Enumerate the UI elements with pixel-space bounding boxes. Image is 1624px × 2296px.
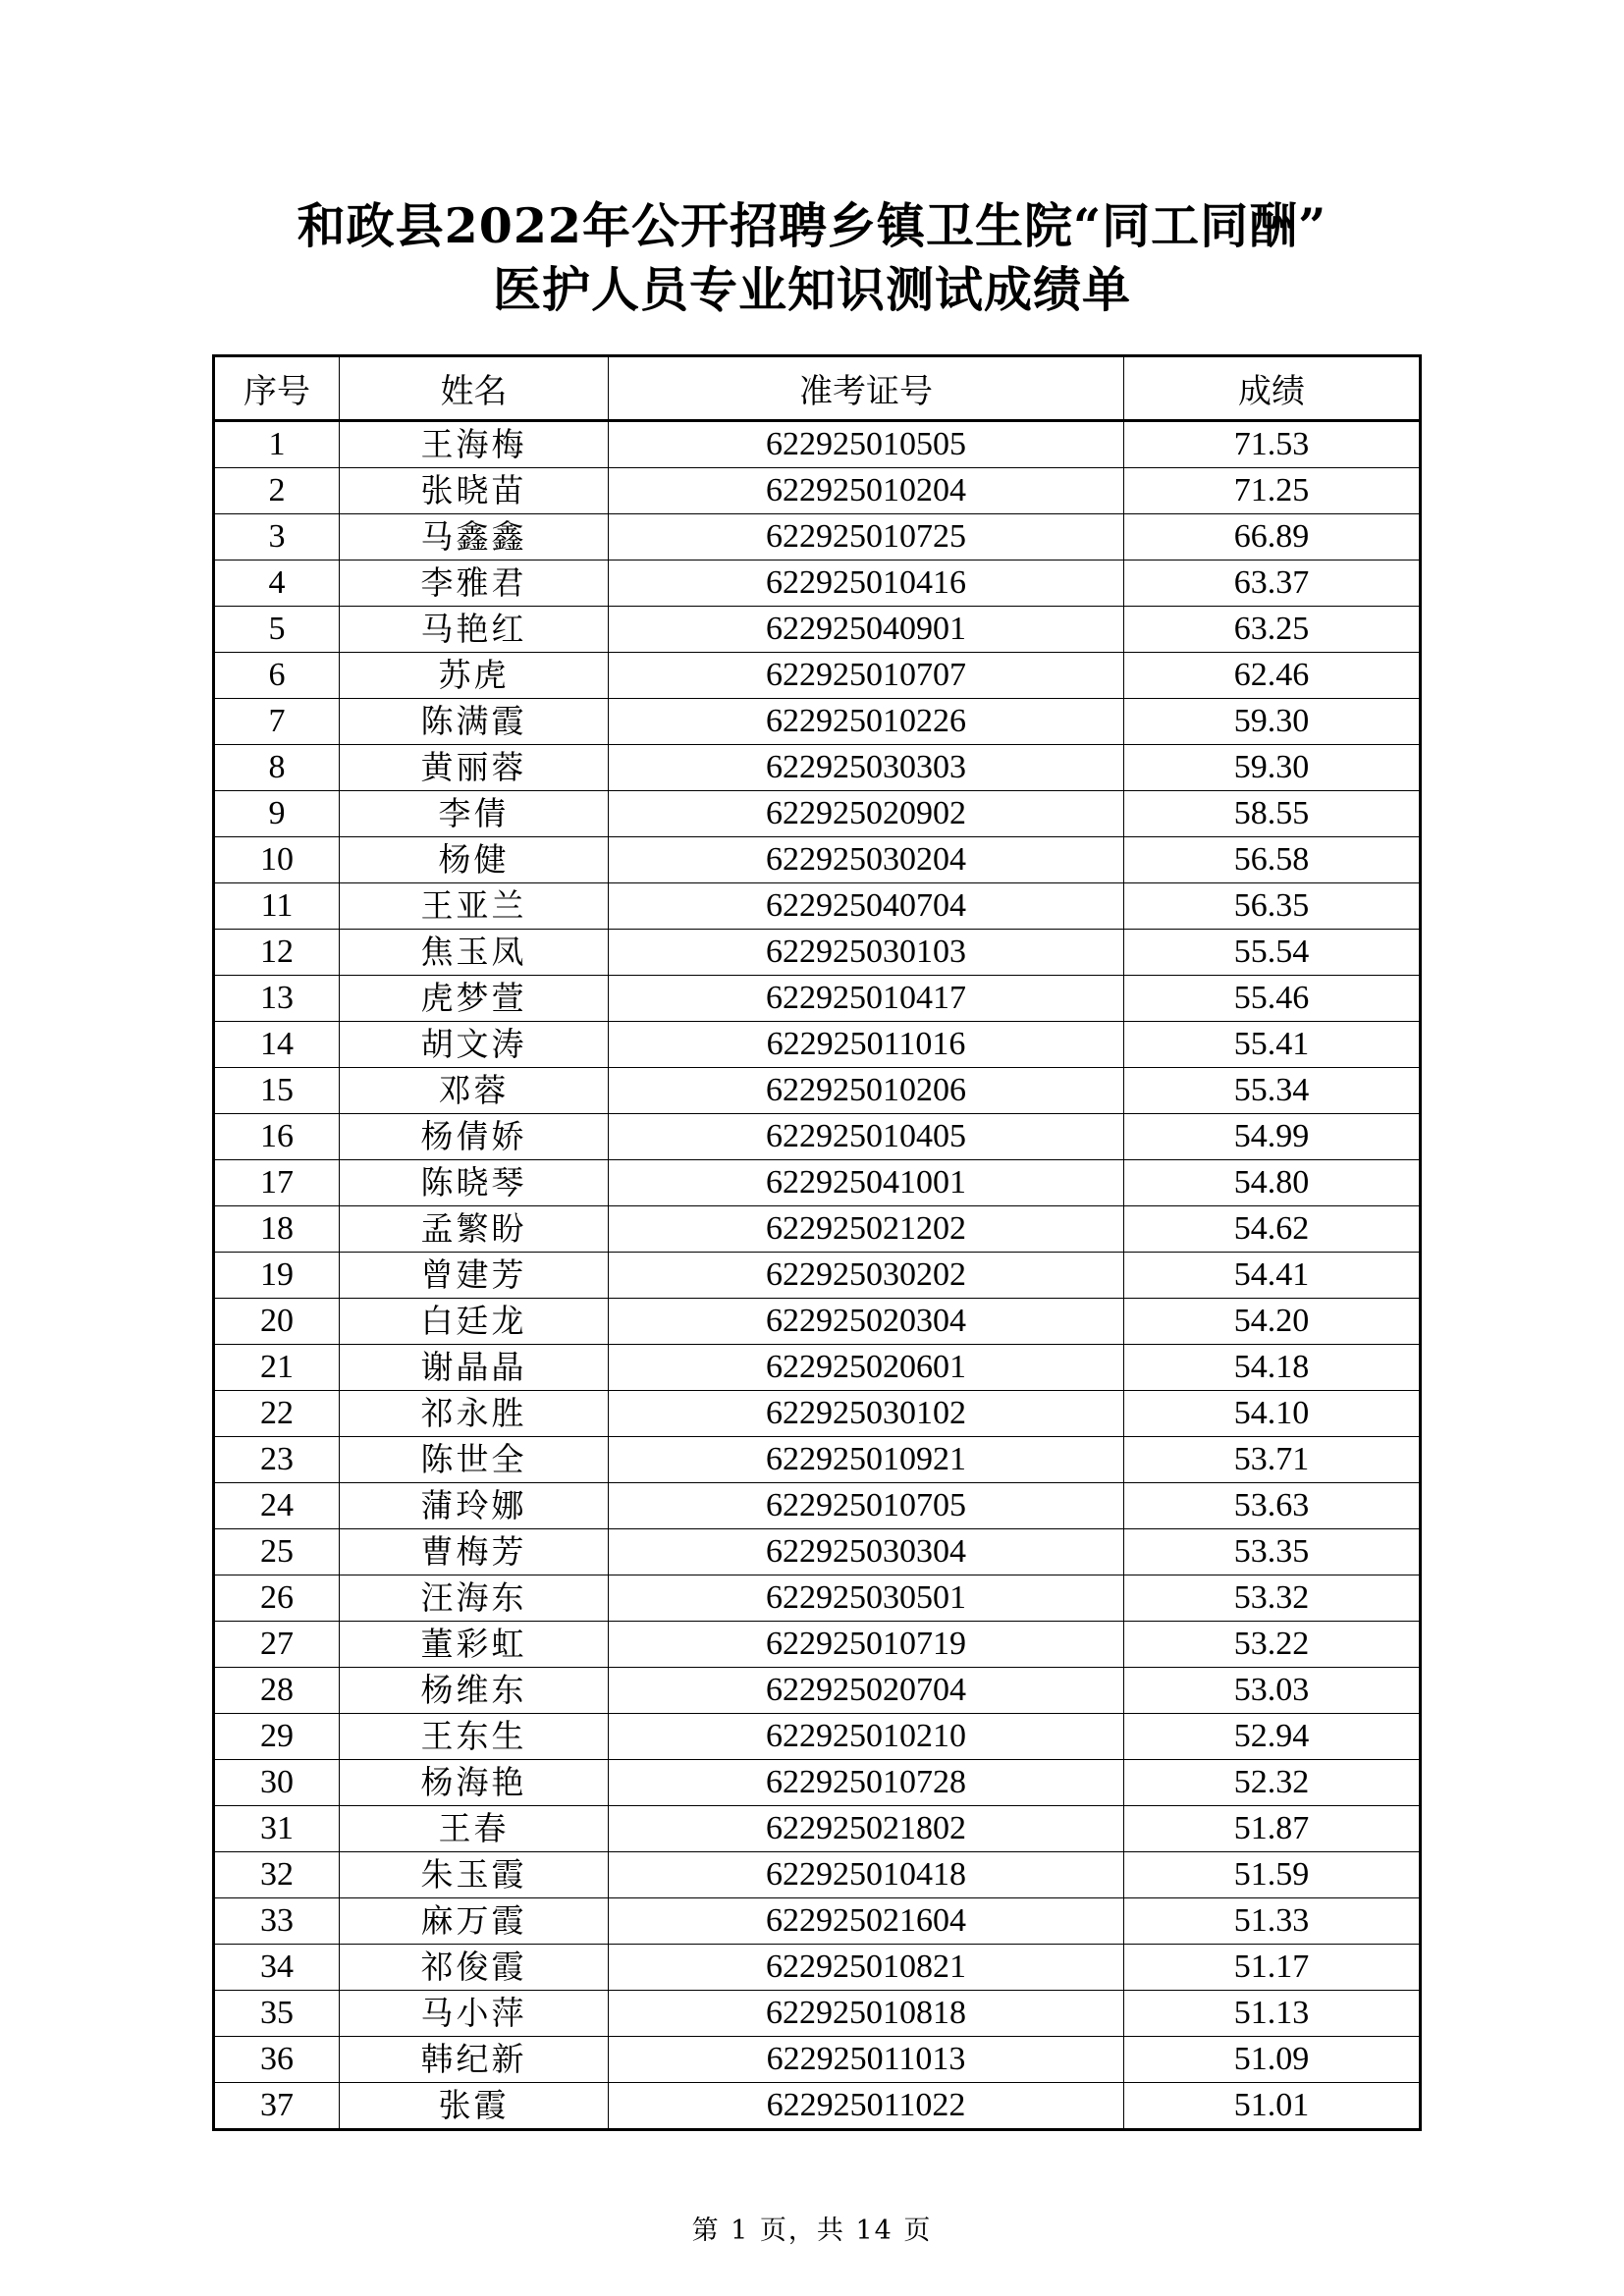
table-row (214, 1299, 1421, 1345)
cell-seq-no: 2 (214, 468, 340, 514)
cell-name: 杨维东 (340, 1668, 609, 1714)
cell-exam-id: 622925021802 (609, 1806, 1124, 1852)
cell-score: 55.46 (1124, 976, 1421, 1022)
cell-score: 52.32 (1124, 1760, 1421, 1806)
table-row (214, 653, 1421, 699)
cell-exam-id: 622925010705 (609, 1483, 1124, 1529)
table-row (214, 1483, 1421, 1529)
cell-exam-id: 622925011016 (609, 1022, 1124, 1068)
table-row (214, 1068, 1421, 1114)
cell-exam-id: 622925030202 (609, 1253, 1124, 1299)
cell-name: 谢晶晶 (340, 1345, 609, 1391)
cell-seq-no: 23 (214, 1437, 340, 1483)
table-row (214, 1575, 1421, 1622)
cell-name: 杨海艳 (340, 1760, 609, 1806)
cell-score: 51.87 (1124, 1806, 1421, 1852)
cell-exam-id: 622925011022 (609, 2083, 1124, 2130)
cell-seq-no: 36 (214, 2037, 340, 2083)
table-row (214, 514, 1421, 561)
cell-name: 黄丽蓉 (340, 745, 609, 791)
cell-name: 蒲玲娜 (340, 1483, 609, 1529)
cell-name: 韩纪新 (340, 2037, 609, 2083)
cell-score: 55.54 (1124, 930, 1421, 976)
cell-seq-no: 24 (214, 1483, 340, 1529)
table-row (214, 1991, 1421, 2037)
table-header-row (214, 356, 1421, 421)
cell-name: 胡文涛 (340, 1022, 609, 1068)
table-row (214, 1760, 1421, 1806)
page-title-line-2: 医护人员专业知识测试成绩单 (492, 261, 1131, 318)
cell-exam-id: 622925010226 (609, 699, 1124, 745)
cell-exam-id: 622925010418 (609, 1852, 1124, 1898)
table-row (214, 1668, 1421, 1714)
cell-seq-no: 35 (214, 1991, 340, 2037)
cell-exam-id: 622925010405 (609, 1114, 1124, 1160)
cell-exam-id: 622925020704 (609, 1668, 1124, 1714)
cell-seq-no: 16 (214, 1114, 340, 1160)
cell-score: 59.30 (1124, 699, 1421, 745)
cell-seq-no: 31 (214, 1806, 340, 1852)
table-row (214, 976, 1421, 1022)
table-row (214, 930, 1421, 976)
cell-seq-no: 7 (214, 699, 340, 745)
cell-score: 53.71 (1124, 1437, 1421, 1483)
cell-score: 54.20 (1124, 1299, 1421, 1345)
cell-exam-id: 622925010821 (609, 1945, 1124, 1991)
cell-seq-no: 17 (214, 1160, 340, 1206)
cell-exam-id: 622925011013 (609, 2037, 1124, 2083)
cell-score: 51.17 (1124, 1945, 1421, 1991)
cell-score: 53.22 (1124, 1622, 1421, 1668)
cell-name: 董彩虹 (340, 1622, 609, 1668)
cell-seq-no: 6 (214, 653, 340, 699)
table-body (214, 421, 1421, 2130)
cell-seq-no: 13 (214, 976, 340, 1022)
cell-name: 苏虎 (340, 653, 609, 699)
cell-exam-id: 622925010818 (609, 1991, 1124, 2037)
cell-name: 祁俊霞 (340, 1945, 609, 1991)
cell-score: 54.18 (1124, 1345, 1421, 1391)
cell-seq-no: 15 (214, 1068, 340, 1114)
cell-exam-id: 622925010417 (609, 976, 1124, 1022)
table-row (214, 2037, 1421, 2083)
cell-seq-no: 1 (214, 421, 340, 468)
cell-exam-id: 622925010416 (609, 561, 1124, 607)
cell-name: 孟繁盼 (340, 1206, 609, 1253)
cell-seq-no: 18 (214, 1206, 340, 1253)
table-row (214, 2083, 1421, 2130)
table-row (214, 1898, 1421, 1945)
cell-name: 李倩 (340, 791, 609, 837)
cell-name: 汪海东 (340, 1575, 609, 1622)
cell-exam-id: 622925010725 (609, 514, 1124, 561)
cell-exam-id: 622925020304 (609, 1299, 1124, 1345)
cell-score: 66.89 (1124, 514, 1421, 561)
cell-name: 马鑫鑫 (340, 514, 609, 561)
table-row (214, 607, 1421, 653)
cell-name: 朱玉霞 (340, 1852, 609, 1898)
page-footer: 第 1 页，共 14 页 (691, 2216, 933, 2246)
cell-score: 51.01 (1124, 2083, 1421, 2130)
cell-score: 62.46 (1124, 653, 1421, 699)
page-title-line-1: 和政县2022年公开招聘乡镇卫生院“同工同酬” (297, 197, 1327, 254)
cell-score: 51.33 (1124, 1898, 1421, 1945)
table-row (214, 1160, 1421, 1206)
cell-exam-id: 622925021604 (609, 1898, 1124, 1945)
cell-name: 陈满霞 (340, 699, 609, 745)
cell-seq-no: 33 (214, 1898, 340, 1945)
cell-name: 杨倩娇 (340, 1114, 609, 1160)
cell-name: 王亚兰 (340, 883, 609, 930)
table-row (214, 421, 1421, 468)
cell-score: 63.25 (1124, 607, 1421, 653)
cell-seq-no: 22 (214, 1391, 340, 1437)
cell-name: 李雅君 (340, 561, 609, 607)
table-row (214, 837, 1421, 883)
cell-name: 祁永胜 (340, 1391, 609, 1437)
cell-seq-no: 9 (214, 791, 340, 837)
cell-name: 陈世全 (340, 1437, 609, 1483)
cell-exam-id: 622925030204 (609, 837, 1124, 883)
cell-name: 白廷龙 (340, 1299, 609, 1345)
header-exam-id: 准考证号 (609, 356, 1124, 421)
cell-seq-no: 25 (214, 1529, 340, 1575)
cell-name: 张晓苗 (340, 468, 609, 514)
cell-seq-no: 30 (214, 1760, 340, 1806)
table-row (214, 1714, 1421, 1760)
score-table (212, 354, 1422, 2131)
cell-seq-no: 29 (214, 1714, 340, 1760)
cell-exam-id: 622925030103 (609, 930, 1124, 976)
cell-score: 55.41 (1124, 1022, 1421, 1068)
table-row (214, 1622, 1421, 1668)
cell-score: 56.58 (1124, 837, 1421, 883)
cell-seq-no: 26 (214, 1575, 340, 1622)
cell-exam-id: 622925010204 (609, 468, 1124, 514)
cell-exam-id: 622925030304 (609, 1529, 1124, 1575)
table-row (214, 883, 1421, 930)
cell-score: 55.34 (1124, 1068, 1421, 1114)
cell-name: 马小萍 (340, 1991, 609, 2037)
cell-score: 54.10 (1124, 1391, 1421, 1437)
cell-name: 曹梅芳 (340, 1529, 609, 1575)
cell-seq-no: 8 (214, 745, 340, 791)
cell-seq-no: 32 (214, 1852, 340, 1898)
cell-exam-id: 622925010210 (609, 1714, 1124, 1760)
table-row (214, 1945, 1421, 1991)
cell-score: 63.37 (1124, 561, 1421, 607)
cell-name: 马艳红 (340, 607, 609, 653)
table-row (214, 1022, 1421, 1068)
cell-seq-no: 4 (214, 561, 340, 607)
cell-seq-no: 20 (214, 1299, 340, 1345)
table-row (214, 1806, 1421, 1852)
cell-score: 71.25 (1124, 468, 1421, 514)
table-row (214, 561, 1421, 607)
cell-name: 邓蓉 (340, 1068, 609, 1114)
cell-name: 曾建芳 (340, 1253, 609, 1299)
table-row (214, 1206, 1421, 1253)
table-row (214, 1391, 1421, 1437)
header-score: 成绩 (1124, 356, 1421, 421)
cell-exam-id: 622925010921 (609, 1437, 1124, 1483)
table-row (214, 1253, 1421, 1299)
cell-score: 53.63 (1124, 1483, 1421, 1529)
cell-name: 王海梅 (340, 421, 609, 468)
cell-score: 59.30 (1124, 745, 1421, 791)
table-row (214, 699, 1421, 745)
cell-score: 53.32 (1124, 1575, 1421, 1622)
cell-name: 王春 (340, 1806, 609, 1852)
cell-score: 54.80 (1124, 1160, 1421, 1206)
cell-score: 53.03 (1124, 1668, 1421, 1714)
table-row (214, 745, 1421, 791)
cell-name: 王东生 (340, 1714, 609, 1760)
cell-exam-id: 622925041001 (609, 1160, 1124, 1206)
cell-seq-no: 19 (214, 1253, 340, 1299)
cell-seq-no: 3 (214, 514, 340, 561)
cell-name: 杨健 (340, 837, 609, 883)
header-name: 姓名 (340, 356, 609, 421)
table-row (214, 791, 1421, 837)
cell-score: 54.41 (1124, 1253, 1421, 1299)
cell-score: 54.99 (1124, 1114, 1421, 1160)
cell-exam-id: 622925021202 (609, 1206, 1124, 1253)
cell-exam-id: 622925010719 (609, 1622, 1124, 1668)
cell-name: 张霞 (340, 2083, 609, 2130)
cell-score: 52.94 (1124, 1714, 1421, 1760)
cell-score: 58.55 (1124, 791, 1421, 837)
table-row (214, 1345, 1421, 1391)
cell-seq-no: 14 (214, 1022, 340, 1068)
cell-name: 陈晓琴 (340, 1160, 609, 1206)
cell-seq-no: 11 (214, 883, 340, 930)
cell-score: 71.53 (1124, 421, 1421, 468)
cell-score: 53.35 (1124, 1529, 1421, 1575)
cell-seq-no: 12 (214, 930, 340, 976)
cell-name: 麻万霞 (340, 1898, 609, 1945)
cell-seq-no: 37 (214, 2083, 340, 2130)
cell-exam-id: 622925030303 (609, 745, 1124, 791)
cell-exam-id: 622925030102 (609, 1391, 1124, 1437)
cell-score: 51.09 (1124, 2037, 1421, 2083)
table-row (214, 468, 1421, 514)
cell-score: 51.13 (1124, 1991, 1421, 2037)
cell-exam-id: 622925020601 (609, 1345, 1124, 1391)
cell-exam-id: 622925020902 (609, 791, 1124, 837)
cell-score: 51.59 (1124, 1852, 1421, 1898)
cell-score: 56.35 (1124, 883, 1421, 930)
cell-exam-id: 622925040901 (609, 607, 1124, 653)
table-row (214, 1529, 1421, 1575)
table-row (214, 1114, 1421, 1160)
table-row (214, 1852, 1421, 1898)
header-seq-no: 序号 (214, 356, 340, 421)
cell-seq-no: 10 (214, 837, 340, 883)
cell-exam-id: 622925030501 (609, 1575, 1124, 1622)
cell-seq-no: 27 (214, 1622, 340, 1668)
cell-exam-id: 622925010707 (609, 653, 1124, 699)
cell-exam-id: 622925010728 (609, 1760, 1124, 1806)
cell-seq-no: 34 (214, 1945, 340, 1991)
cell-exam-id: 622925040704 (609, 883, 1124, 930)
cell-seq-no: 5 (214, 607, 340, 653)
cell-seq-no: 21 (214, 1345, 340, 1391)
cell-score: 54.62 (1124, 1206, 1421, 1253)
cell-exam-id: 622925010206 (609, 1068, 1124, 1114)
table-row (214, 1437, 1421, 1483)
cell-seq-no: 28 (214, 1668, 340, 1714)
cell-exam-id: 622925010505 (609, 421, 1124, 468)
cell-name: 虎梦萱 (340, 976, 609, 1022)
cell-name: 焦玉凤 (340, 930, 609, 976)
